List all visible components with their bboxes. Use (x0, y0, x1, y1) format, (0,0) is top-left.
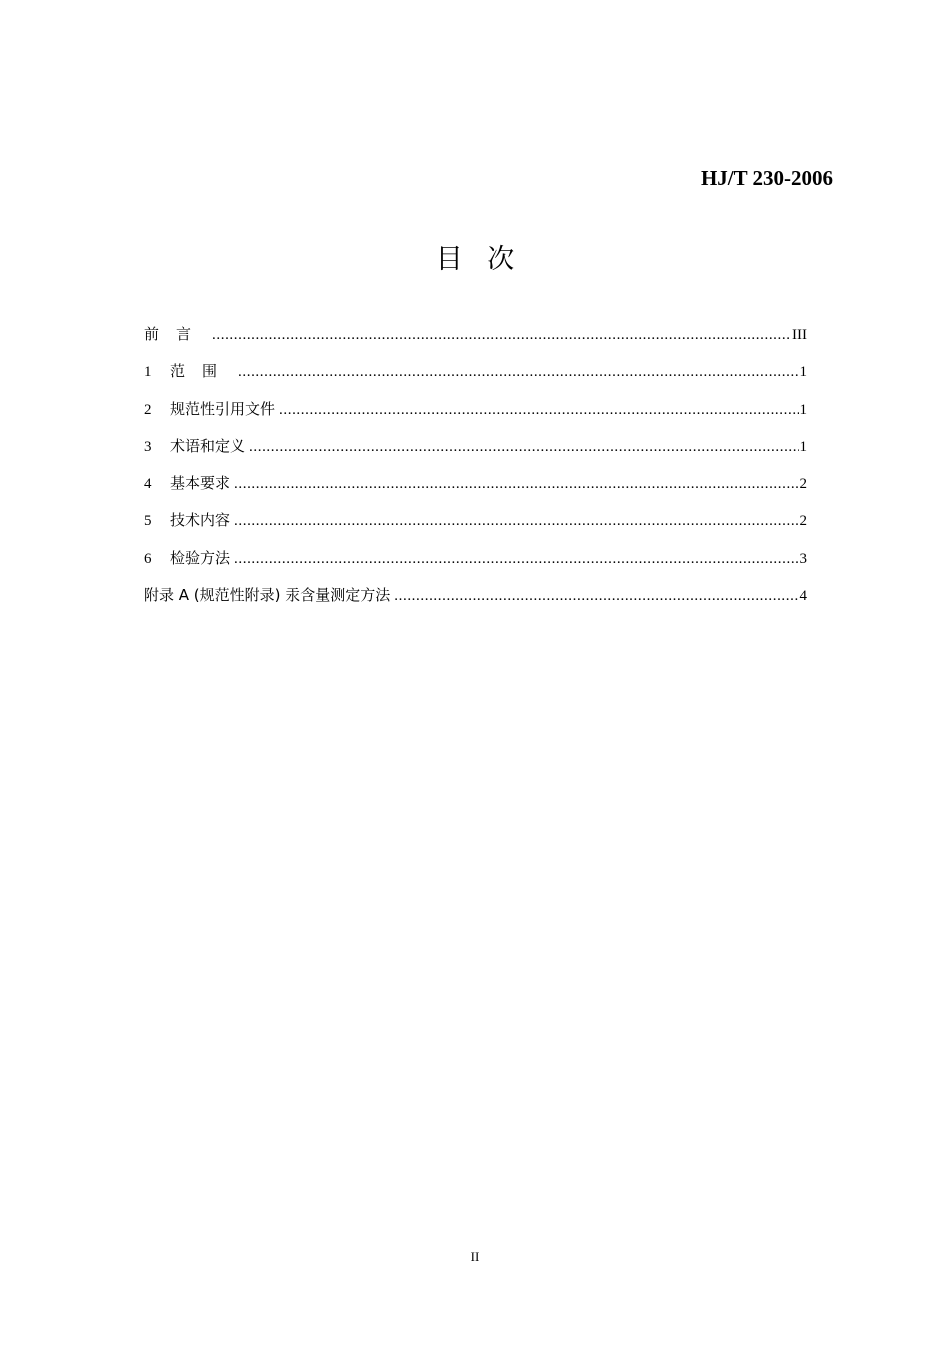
toc-entry-page: 1 (799, 438, 807, 455)
toc-leader-dots (234, 473, 798, 495)
toc-entry-label: 规范性引用文件 (170, 399, 276, 418)
standard-code: HJ/T 230-2006 (700, 166, 833, 190)
toc-leader-dots (234, 548, 798, 570)
toc-entry-label: 基本要求 (170, 474, 231, 493)
toc-entry-number: 1 (144, 364, 152, 381)
toc-leader-dots (234, 510, 798, 532)
toc-entry-technical-content[interactable] (144, 509, 807, 546)
toc-entry-terms-definitions[interactable] (144, 435, 807, 472)
toc-entry-label: 前言 (144, 325, 209, 343)
toc-entry-page: 3 (799, 550, 807, 567)
toc-entry-label: 范围 (170, 362, 235, 381)
toc-entry-number: 2 (144, 401, 152, 418)
page-number: II (470, 1249, 480, 1264)
toc-entry-scope[interactable] (144, 360, 807, 397)
toc-title: 目 次 (435, 244, 523, 275)
toc-entry-number: 6 (144, 550, 152, 567)
toc-entry-label: 技术内容 (170, 511, 231, 530)
toc-leader-dots (238, 361, 798, 383)
toc-entry-number: 4 (144, 476, 152, 493)
toc-entry-test-methods[interactable] (144, 547, 807, 584)
toc-entry-page: 4 (799, 588, 807, 605)
toc-entry-appendix-a[interactable] (144, 584, 807, 621)
toc-entry-normative-references[interactable] (144, 398, 807, 435)
toc-entry-page: 2 (799, 476, 807, 493)
toc-entry-label: 术语和定义 (170, 436, 246, 455)
toc-entry-page: III (792, 327, 807, 343)
toc-entry-page: 2 (799, 513, 807, 530)
toc-entry-number: 3 (144, 438, 152, 455)
toc-entry-preface[interactable] (144, 323, 807, 360)
toc-entry-basic-requirements[interactable] (144, 472, 807, 509)
toc-leader-dots (394, 585, 798, 607)
toc-entry-number: 5 (144, 513, 152, 530)
toc-leader-dots (212, 324, 791, 346)
toc-leader-dots (249, 436, 798, 458)
toc-entry-page: 1 (799, 401, 807, 418)
table-of-contents (144, 323, 807, 621)
toc-entry-page: 1 (799, 364, 807, 381)
toc-leader-dots (279, 399, 798, 421)
toc-entry-label: 附录 A (规范性附录) 汞含量测定方法 (144, 586, 391, 605)
toc-entry-label: 检验方法 (170, 548, 231, 567)
